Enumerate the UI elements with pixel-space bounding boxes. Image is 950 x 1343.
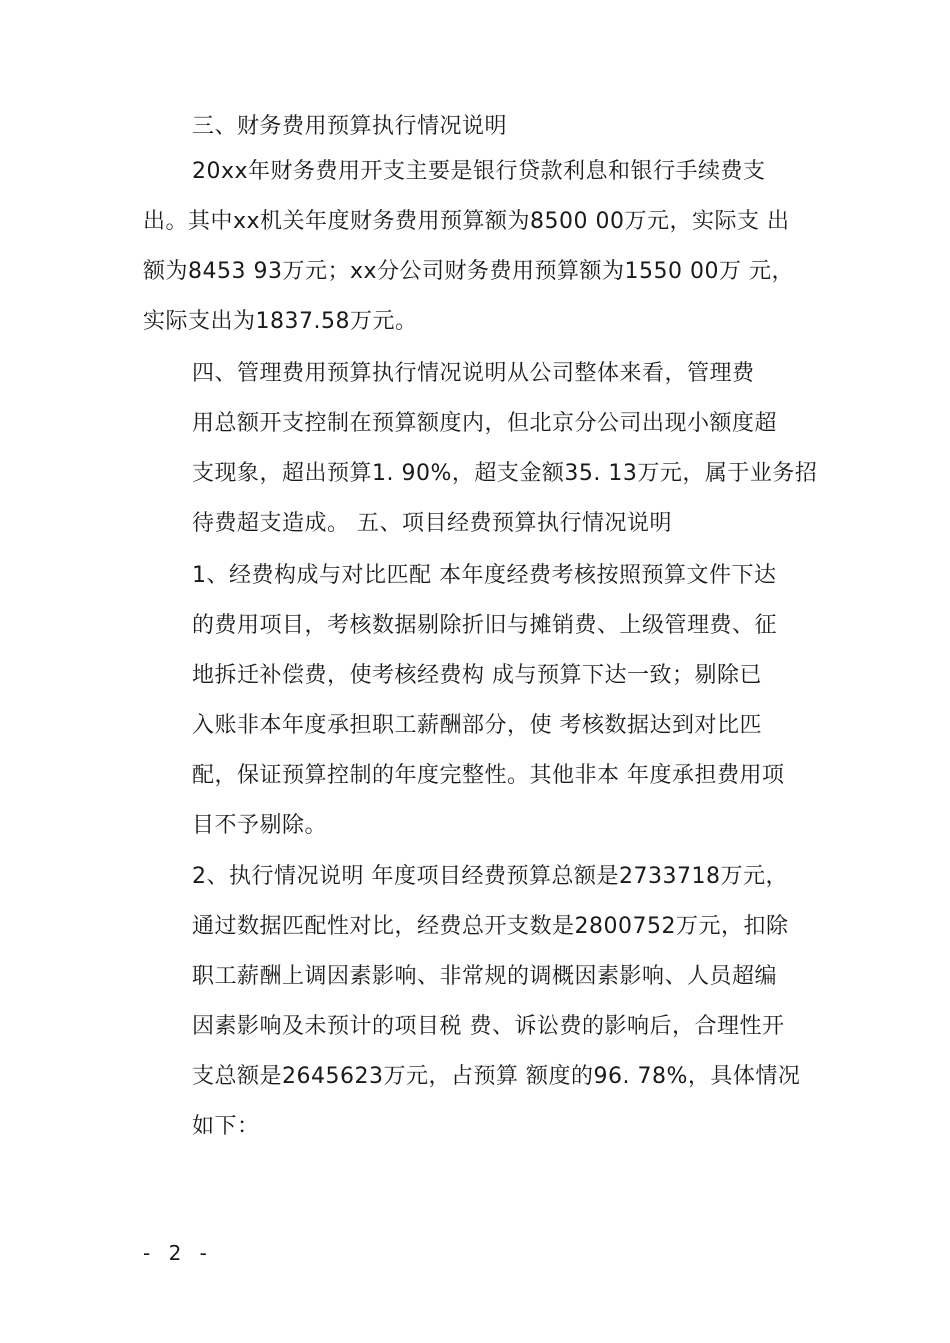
- text-line: 因素影响及未预计的项目税 费、诉讼费的影响后，合理性开: [192, 1014, 785, 1039]
- text-line: 20xx年财务费用开支主要是银行贷款利息和银行手续费支: [192, 159, 766, 184]
- text-line: 地拆迁补偿费，使考核经费构 成与预算下达一致；剔除已: [192, 663, 762, 688]
- text-line: 的费用项目，考核数据剔除折旧与摊销费、上级管理费、征: [192, 613, 778, 638]
- text-line: 目不予剔除。: [192, 813, 328, 838]
- text-line: 支总额是2645623万元，占预算 额度的96. 78%，具体情况: [192, 1064, 801, 1089]
- text-line: 通过数据匹配性对比，经费总开支数是2800752万元，扣除: [192, 914, 789, 939]
- text-line: 用总额开支控制在预算额度内，但北京分公司出现小额度超: [192, 411, 778, 436]
- text-line: 职工薪酬上调因素影响、非常规的调概因素影响、人员超编: [192, 964, 778, 989]
- text-line: 配，保证预算控制的年度完整性。其他非本 年度承担费用项: [192, 763, 785, 788]
- text-line: 待费超支造成。 五、项目经费预算执行情况说明: [192, 511, 672, 536]
- text-line: 入账非本年度承担职工薪酬部分，使 考核数据达到对比匹: [192, 713, 762, 738]
- page-number: - 2 -: [143, 1241, 213, 1265]
- text-line: 三、财务费用预算执行情况说明: [192, 114, 508, 139]
- text-line: 如下：: [192, 1114, 260, 1139]
- text-line: 支现象，超出预算1. 90%，超支金额35. 13万元，属于业务招: [192, 461, 818, 486]
- text-line: 额为8453 93万元；xx分公司财务费用预算额为1550 00万 元，: [143, 259, 794, 284]
- text-line: 出。其中xx机关年度财务费用预算额为8500 00万元，实际支 出: [143, 209, 790, 234]
- text-line: 1、经费构成与对比匹配 本年度经费考核按照预算文件下达: [192, 563, 777, 588]
- text-line: 四、管理费用预算执行情况说明从公司整体来看，管理费: [192, 361, 755, 386]
- text-line: 2、执行情况说明 年度项目经费预算总额是2733718万元，: [192, 864, 788, 889]
- text-line: 实际支出为1837.58万元。: [143, 309, 418, 334]
